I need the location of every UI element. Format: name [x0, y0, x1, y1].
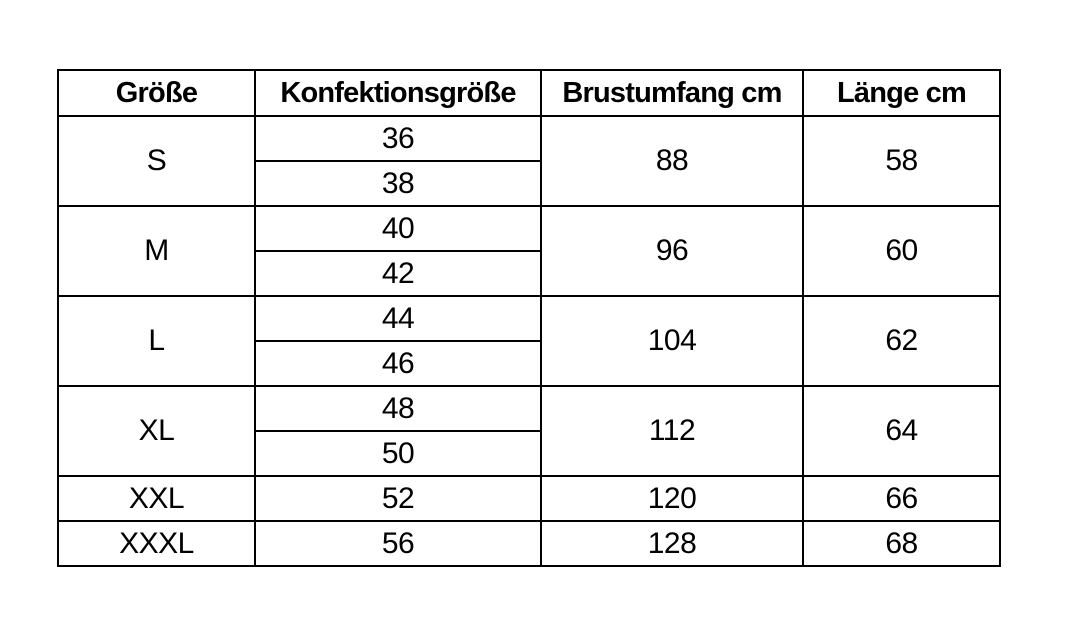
table-row [58, 476, 1000, 521]
brustumfang-cell: 120 [541, 476, 803, 521]
table-row [58, 521, 1000, 566]
brustumfang-cell: 128 [541, 521, 803, 566]
laenge-cell: 64 [803, 386, 1000, 476]
brustumfang-cell: 104 [541, 296, 803, 386]
konfektion-cell: 46 [255, 341, 541, 386]
konfektion-cell: 50 [255, 431, 541, 476]
konfektion-cell: 38 [255, 161, 541, 206]
header-laenge: Länge cm [803, 70, 1000, 116]
size-cell: XXXL [58, 521, 255, 566]
brustumfang-cell: 96 [541, 206, 803, 296]
brustumfang-cell: 112 [541, 386, 803, 476]
header-konfektionsgroesse: Konfektionsgröße [255, 70, 541, 116]
laenge-cell: 58 [803, 116, 1000, 206]
konfektion-cell: 48 [255, 386, 541, 431]
size-cell: M [58, 206, 255, 296]
laenge-cell: 60 [803, 206, 1000, 296]
laenge-cell: 68 [803, 521, 1000, 566]
konfektion-cell: 52 [255, 476, 541, 521]
size-cell: L [58, 296, 255, 386]
header-groesse: Größe [58, 70, 255, 116]
table-row [58, 116, 1000, 161]
konfektion-cell: 42 [255, 251, 541, 296]
size-chart-table [57, 69, 1001, 567]
header-brustumfang: Brustumfang cm [541, 70, 803, 116]
konfektion-cell: 36 [255, 116, 541, 161]
konfektion-cell: 44 [255, 296, 541, 341]
size-cell: XL [58, 386, 255, 476]
size-cell: XXL [58, 476, 255, 521]
table-row [58, 296, 1000, 341]
size-cell: S [58, 116, 255, 206]
konfektion-cell: 56 [255, 521, 541, 566]
table-row [58, 206, 1000, 251]
konfektion-cell: 40 [255, 206, 541, 251]
laenge-cell: 66 [803, 476, 1000, 521]
laenge-cell: 62 [803, 296, 1000, 386]
brustumfang-cell: 88 [541, 116, 803, 206]
header-row [58, 70, 1000, 116]
table-row [58, 386, 1000, 431]
